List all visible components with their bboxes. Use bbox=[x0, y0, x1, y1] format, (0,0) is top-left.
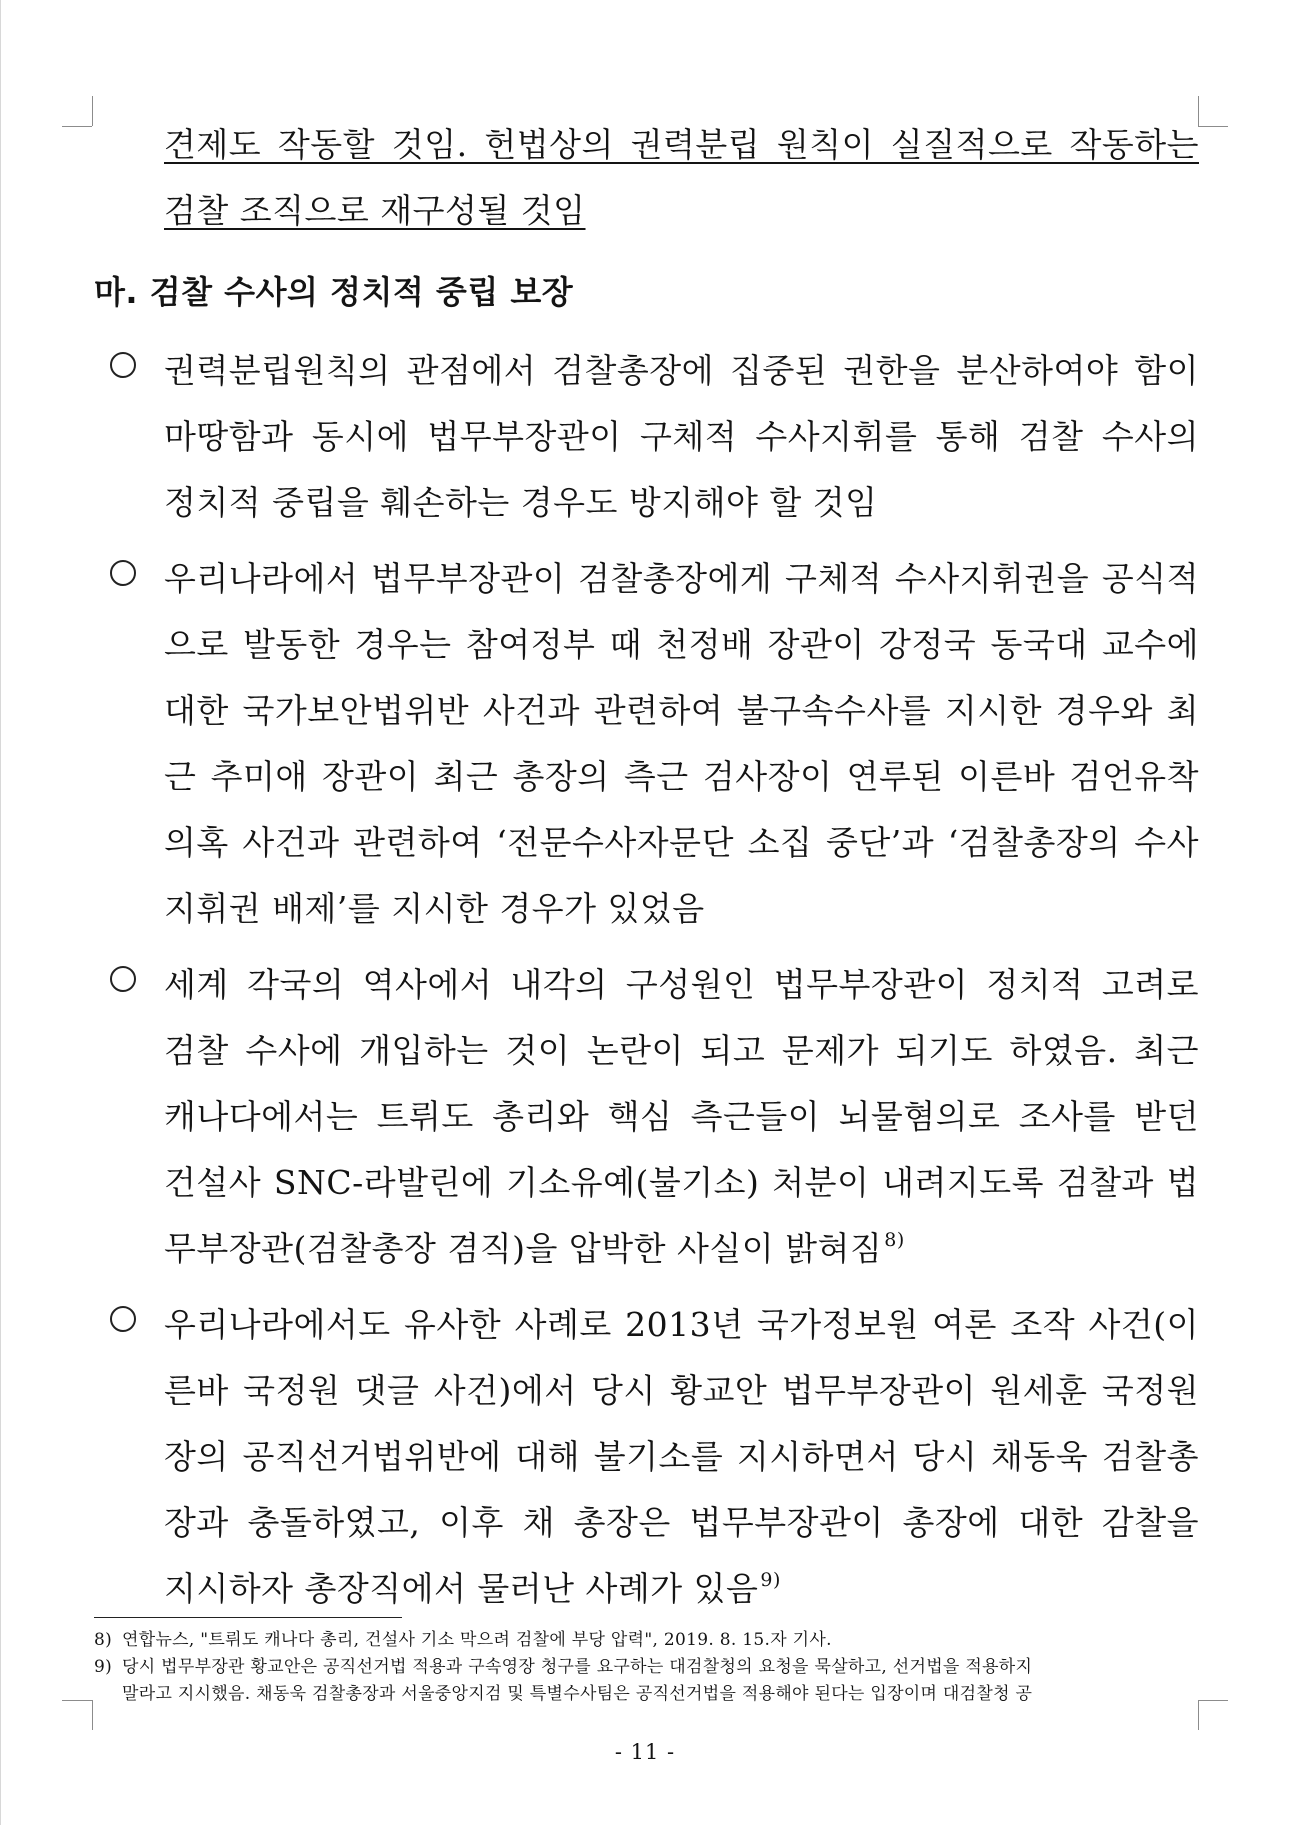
bullet-line: 의혹 사건과 관련하여 ‘전문수사자문단 소집 중단’과 ‘검찰총장의 수사 bbox=[164, 823, 1199, 862]
crop-mark-top-left bbox=[62, 126, 92, 127]
crop-mark-top-right bbox=[1198, 126, 1228, 127]
bullet-line: 검찰 수사에 개입하는 것이 논란이 되고 문제가 되기도 하였음. 최근 bbox=[164, 1031, 1199, 1070]
bullet-line: 른바 국정원 댓글 사건)에서 당시 황교안 법무부장관이 원세훈 국정원 bbox=[164, 1371, 1199, 1410]
footnote-line: 당시 법무부장관 황교안은 공직선거법 적용과 구속영장 청구를 요구하는 대검찰청의 요청을 묵살하고, 선거법을 적용하지 bbox=[122, 1657, 1033, 1677]
bullet-line: 마땅함과 동시에 법무부장관이 구체적 수사지휘를 통해 검찰 수사의 bbox=[164, 417, 1199, 456]
circle-bullet-icon bbox=[110, 1306, 136, 1332]
footnote-number: 9) bbox=[94, 1657, 113, 1677]
bullet-line: 우리나라에서도 유사한 사례로 2013년 국가정보원 여론 조작 사건(이 bbox=[164, 1305, 1199, 1344]
bullet-line: 건설사 SNC-라발린에 기소유예(불기소) 처분이 내려지도록 검찰과 법 bbox=[164, 1163, 1199, 1202]
bullet-line: 캐나다에서는 트뤼도 총리와 핵심 측근들이 뇌물혐의로 조사를 받던 bbox=[164, 1097, 1199, 1136]
bullet-line: 근 추미애 장관이 최근 총장의 측근 검사장이 연루된 이른바 검언유착 bbox=[164, 757, 1199, 796]
bullet-text bbox=[164, 338, 1199, 536]
circle-bullet-icon bbox=[110, 966, 136, 992]
bullet-line: 지휘권 배제’를 지시한 경우가 있었음 bbox=[164, 889, 705, 928]
bullet-item bbox=[94, 546, 1199, 942]
circle-bullet-icon bbox=[110, 352, 136, 378]
page-number: - 11 - bbox=[614, 1740, 676, 1764]
bullet-line-text: 무부장관(검찰총장 겸직)을 압박한 사실이 밝혀짐 bbox=[164, 1229, 883, 1268]
bullet-line: 세계 각국의 역사에서 내각의 구성원인 법무부장관이 정치적 고려로 bbox=[164, 965, 1199, 1004]
footnote-line: 말라고 지시했음. 채동욱 검찰총장과 서울중앙지검 및 특별수사팀은 공직선거법을 적용해야 된다는 입장이며 대검찰청 공 bbox=[122, 1684, 1033, 1704]
footnote-line: 연합뉴스, "트뤼도 캐나다 총리, 건설사 기소 막으려 검찰에 부당 압력", 2019. 8. 15.자 기사. bbox=[122, 1630, 832, 1650]
bullet-line: 장과 충돌하였고, 이후 채 총장은 법무부장관이 총장에 대한 감찰을 bbox=[164, 1503, 1199, 1542]
footnote-ref-9[interactable]: 9) bbox=[760, 1569, 781, 1591]
circle-bullet-icon bbox=[110, 560, 136, 586]
crop-mark-bottom-left bbox=[62, 1700, 92, 1701]
bullet-text bbox=[164, 546, 1199, 942]
bullet-text bbox=[164, 952, 1199, 1282]
bullet-line-last bbox=[164, 1556, 1199, 1622]
page-content bbox=[94, 112, 1199, 1632]
bullet-text bbox=[164, 1292, 1199, 1622]
crop-mark-top-left bbox=[92, 96, 93, 126]
intro-line: 견제도 작동할 것임. 헌법상의 권력분립 원칙이 실질적으로 작동하는 bbox=[164, 125, 1199, 164]
crop-mark-bottom-left bbox=[92, 1700, 93, 1730]
bullet-line: 대한 국가보안법위반 사건과 관련하여 불구속수사를 지시한 경우와 최 bbox=[164, 691, 1199, 730]
bullet-line: 정치적 중립을 훼손하는 경우도 방지해야 할 것임 bbox=[164, 483, 878, 522]
bullet-item bbox=[94, 1292, 1199, 1622]
bullet-line-last bbox=[164, 1216, 1199, 1282]
bullet-line: 권력분립원칙의 관점에서 검찰총장에 집중된 권한을 분산하여야 함이 bbox=[164, 351, 1199, 390]
intro-paragraph bbox=[164, 112, 1199, 244]
bullet-line: 장의 공직선거법위반에 대해 불기소를 지시하면서 당시 채동욱 검찰총 bbox=[164, 1437, 1199, 1476]
footnote-ref-8[interactable]: 8) bbox=[884, 1229, 905, 1251]
footnote-number: 8) bbox=[94, 1630, 113, 1650]
intro-line: 검찰 조직으로 재구성될 것임 bbox=[164, 191, 586, 230]
crop-mark-bottom-right bbox=[1198, 1700, 1228, 1701]
footnotes bbox=[94, 1627, 1200, 1708]
footnote-9 bbox=[94, 1654, 1200, 1708]
footnote-separator bbox=[94, 1617, 402, 1618]
bullet-line: 으로 발동한 경우는 참여정부 때 천정배 장관이 강정국 동국대 교수에 bbox=[164, 625, 1199, 664]
footnote-8 bbox=[94, 1627, 1200, 1654]
bullet-line: 우리나라에서 법무부장관이 검찰총장에게 구체적 수사지휘권을 공식적 bbox=[164, 559, 1199, 598]
bullet-item bbox=[94, 952, 1199, 1282]
page-edge bbox=[0, 0, 1, 1825]
bullet-line-text: 지시하자 총장직에서 물러난 사례가 있음 bbox=[164, 1569, 759, 1608]
section-heading: 마. 검찰 수사의 정치적 중립 보장 bbox=[94, 273, 574, 311]
bullet-item bbox=[94, 338, 1199, 536]
